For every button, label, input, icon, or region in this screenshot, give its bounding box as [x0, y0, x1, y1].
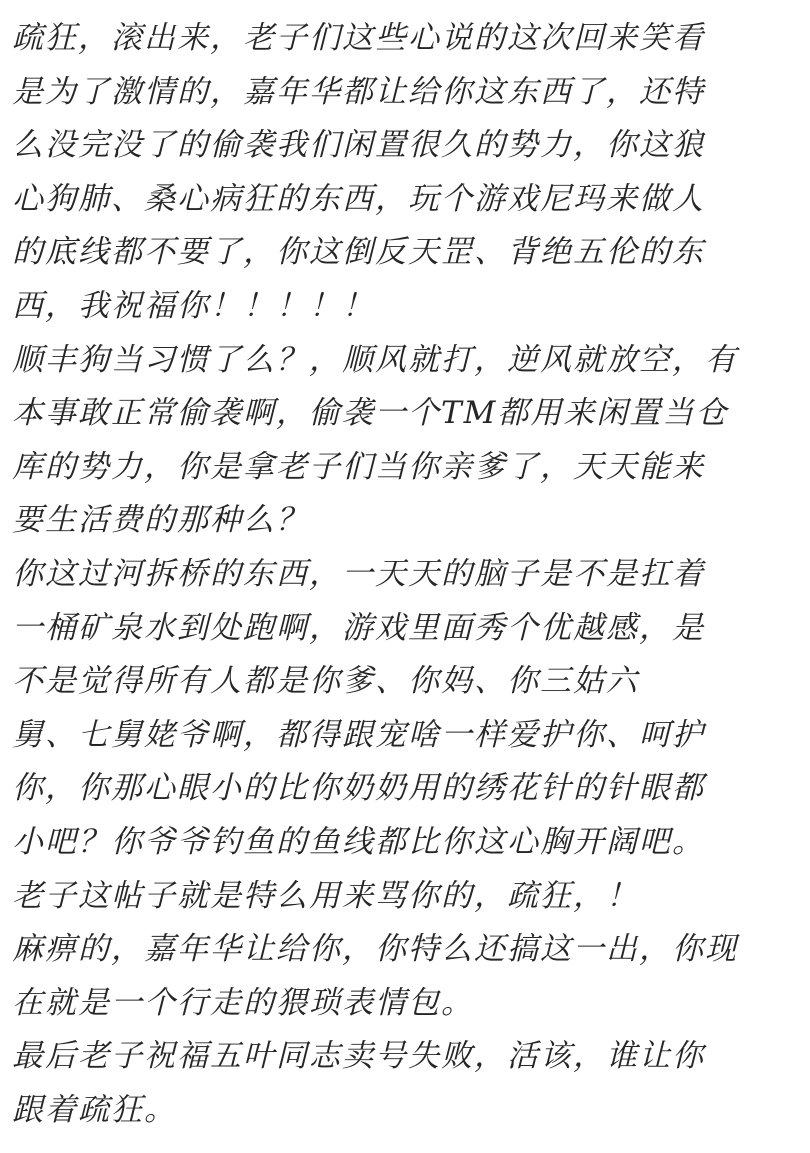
- text-line-17: 老子这帖子就是特么用来骂你的，疏狂，！: [12, 877, 639, 914]
- text-line-3: 么没完没了的偷袭我们闲置很久的势力，你这狼: [12, 127, 705, 164]
- text-line-10: 要生活费的那种么？: [12, 502, 309, 539]
- text-line-4: 心狗肺、桑心病狂的东西，玩个游戏尼玛来做人: [12, 180, 705, 217]
- text-line-15: 你，你那心眼小的比你奶奶用的绣花针的针眼都: [12, 770, 705, 807]
- text-line-6: 西，我祝福你！！！！！: [12, 287, 375, 324]
- text-line-11: 你这过河拆桥的东西，一天天的脑子是不是扛着: [12, 555, 705, 592]
- text-line-18: 麻痹的，嘉年华让给你，你特么还搞这一出，你现: [12, 931, 738, 968]
- text-line-5: 的底线都不要了，你这倒反天罡、背绝五伦的东: [12, 234, 705, 271]
- text-line-2: 是为了激情的，嘉年华都让给你这东西了，还特: [12, 73, 705, 110]
- text-line-13: 不是觉得所有人都是你爹、你妈、你三姑六: [12, 663, 639, 700]
- text-line-14: 舅、七舅姥爷啊，都得跟宠啥一样爱护你、呵护: [12, 716, 705, 753]
- text-line-20: 最后老子祝福五叶同志卖号失败，活该，谁让你: [12, 1038, 705, 1075]
- text-line-21: 跟着疏狂。: [12, 1091, 177, 1128]
- text-line-7: 顺丰狗当习惯了么？，顺风就打，逆风就放空，有: [12, 341, 738, 378]
- post-text: [12, 12, 792, 1137]
- text-line-8: 本事敢正常偷袭啊，偷袭一个TM都用来闲置当仓: [12, 395, 729, 432]
- text-line-16: 小吧？你爷爷钓鱼的鱼线都比你这心胸开阔吧。: [12, 823, 705, 860]
- text-line-1: 疏狂，滚出来，老子们这些心说的这次回来笑看: [12, 20, 705, 56]
- text-line-9: 库的势力，你是拿老子们当你亲爹了，天天能来: [12, 448, 705, 485]
- text-line-19: 在就是一个行走的猥琐表情包。: [12, 984, 474, 1021]
- text-line-12: 一桶矿泉水到处跑啊，游戏里面秀个优越感，是: [12, 609, 705, 646]
